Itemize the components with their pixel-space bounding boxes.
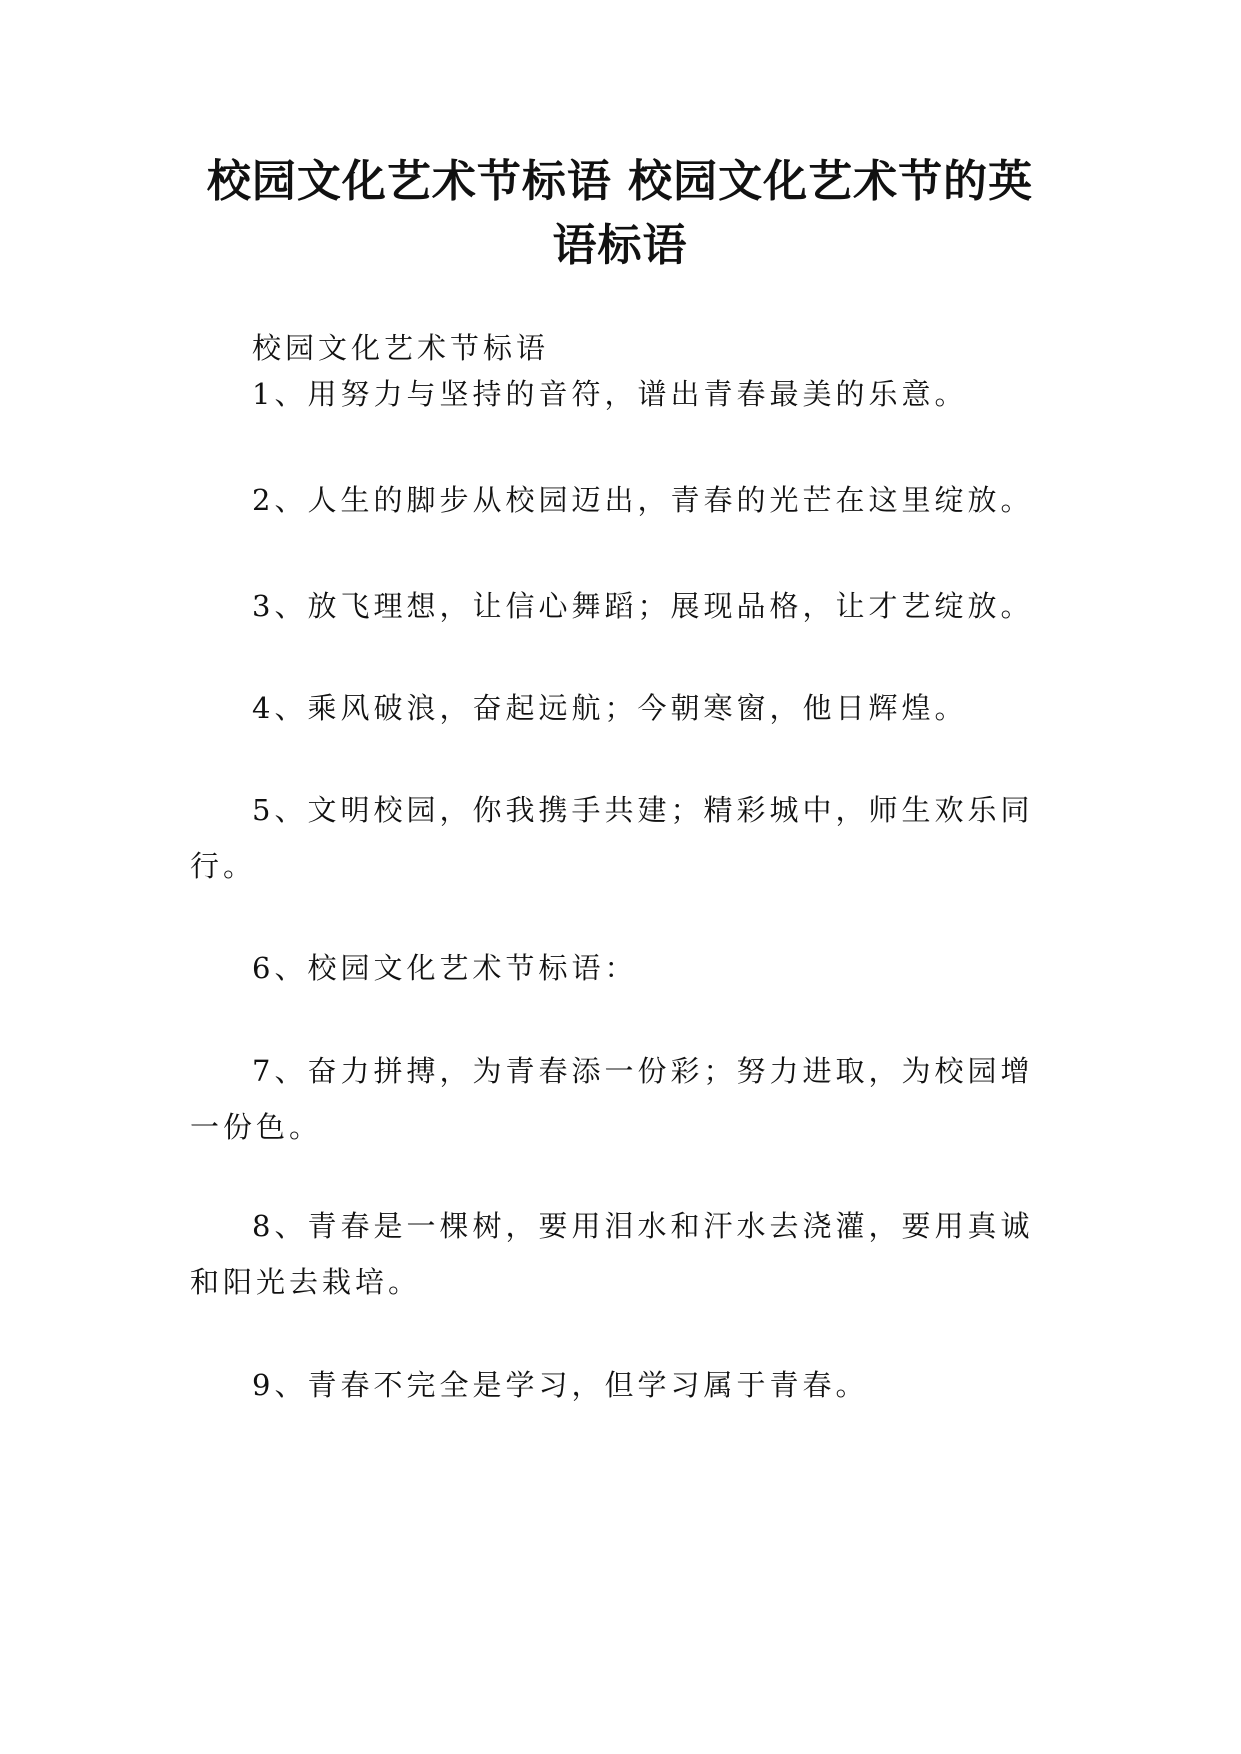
- paragraph-1: 1、用努力与坚持的音符，谱出青春最美的乐意。: [252, 377, 968, 411]
- paragraph-6: 6、校园文化艺术节标语：: [252, 951, 638, 985]
- paragraph-heading: 校园文化艺术节标语: [252, 331, 550, 365]
- paragraph-4: 4、乘风破浪，奋起远航；今朝寒窗，他日辉煌。: [252, 691, 968, 725]
- title-line-1: 校园文化艺术节标语 校园文化艺术节的英: [206, 156, 1034, 207]
- paragraph-2: 2、人生的脚步从校园迈出，青春的光芒在这里绽放。: [252, 483, 1034, 517]
- paragraph-3: 3、放飞理想，让信心舞蹈；展现品格，让才艺绽放。: [252, 589, 1034, 623]
- document-title: [180, 150, 1060, 278]
- paragraph-8: 8、青春是一棵树，要用泪水和汗水去浇灌，要用真诚和阳光去栽培。: [190, 1209, 1034, 1299]
- paragraph-7: 7、奋力拼搏，为青春添一份彩；努力进取，为校园增一份色。: [190, 1054, 1034, 1144]
- paragraph-9: 9、青春不完全是学习，但学习属于青春。: [252, 1368, 869, 1402]
- title-line-2: 语标语: [552, 220, 688, 271]
- paragraph-5: 5、文明校园，你我携手共建；精彩城中，师生欢乐同行。: [190, 793, 1034, 883]
